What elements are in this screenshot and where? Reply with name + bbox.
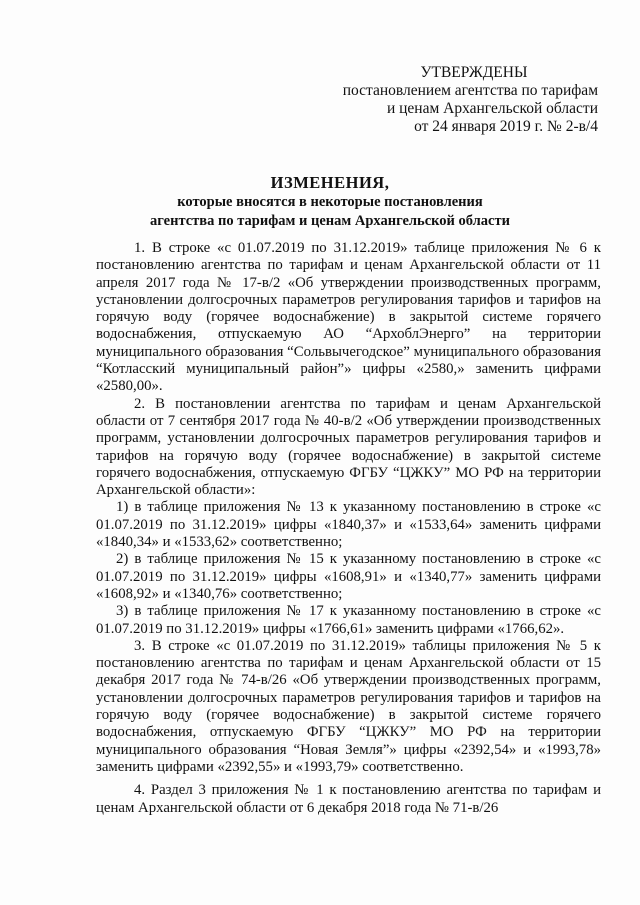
paragraph-4: 4. Раздел 3 приложения № 1 к постановлению агентства по тарифам и ценам Архангельской области от 6 декабря 2018 года № 71-в/26 [96, 782, 601, 816]
title-subtitle: агентства по тарифам и ценам Архангельской области [150, 213, 510, 229]
title-subtitle: которые вносятся в некоторые постановления [177, 194, 483, 210]
approval-heading: УТВЕРЖДЕНЫ [420, 64, 528, 81]
subitem-2: 2) в таблице приложения № 15 к указанному постановлению в строке «с 01.07.2019 по 31.12.2019» цифры «1608,91» и «1340,77» заменить цифрами «1608,92» и «1340,76» соответственно; [96, 551, 601, 602]
document-body [96, 240, 601, 817]
approval-stamp [330, 64, 598, 136]
subitem-1: 1) в таблице приложения № 13 к указанному постановлению в строке «с 01.07.2019 по 31.12.2019» цифры «1840,37» и «1533,64» заменить цифрами «1840,34» и «1533,62» соответственно; [96, 499, 601, 551]
approval-date: от 24 января 2019 г. № 2-в/4 [414, 118, 598, 135]
title-main: ИЗМЕНЕНИЯ, [270, 173, 390, 192]
subitem-3: 3) в таблице приложения № 17 к указанному постановлению в строке «с 01.07.2019 по 31.12.2019» цифры «1766,61» заменить цифрами «1766,62». [96, 603, 601, 637]
paragraph-3: 3. В строке «с 01.07.2019 по 31.12.2019» таблицы приложения № 5 к постановлению агентства по тарифам и ценам Архангельской области от 15 декабря 2017 года № 74-в/26 «Об утверждении производственных программ, установлении долгосрочных параметров регулирования тарифов и тарифов на горячую воду (горячее водоснабжение) в закрытой системе горячего водоснабжения, отпускаемую ФГБУ “ЦЖКУ” МО РФ на территории муниципального образования “Новая Земля”» цифры «2392,54» и «1993,78» заменить цифрами «2392,55» и «1993,79» соответственно. [96, 637, 601, 775]
paragraph-2: 2. В постановлении агентства по тарифам и ценам Архангельской области от 7 сентября 2017 года № 40-в/2 «Об утверждении производственных программ, установлении долгосрочных параметров регулирования тарифов и тарифов на горячую воду (горячее водоснабжение) в закрытой системе горячего водоснабжения, отпускаемую ФГБУ “ЦЖКУ” МО РФ на территории Архангельской области»: [96, 395, 601, 499]
document-title [60, 172, 600, 231]
approval-line: постановлением агентства по тарифам [342, 82, 598, 99]
paragraph-1: 1. В строке «с 01.07.2019 по 31.12.2019» таблице приложения № 6 к постановлению агентства по тарифам и ценам Архангельской области от 11 апреля 2017 года № 17-в/2 «Об утверждении производственных программ, установлении долгосрочных параметров регулирования тарифов и тарифов на горячую воду (горячее водоснабжение) в закрытой системе горячего водоснабжения, отпускаемую АО “АрхоблЭнерго” на территории муниципального образования “Сольвычегодское” муниципального образования “Котласский муниципальный район”» цифры «2580,» заменить цифрами «2580,00». [96, 240, 601, 395]
approval-line: и ценам Архангельской области [386, 100, 598, 117]
